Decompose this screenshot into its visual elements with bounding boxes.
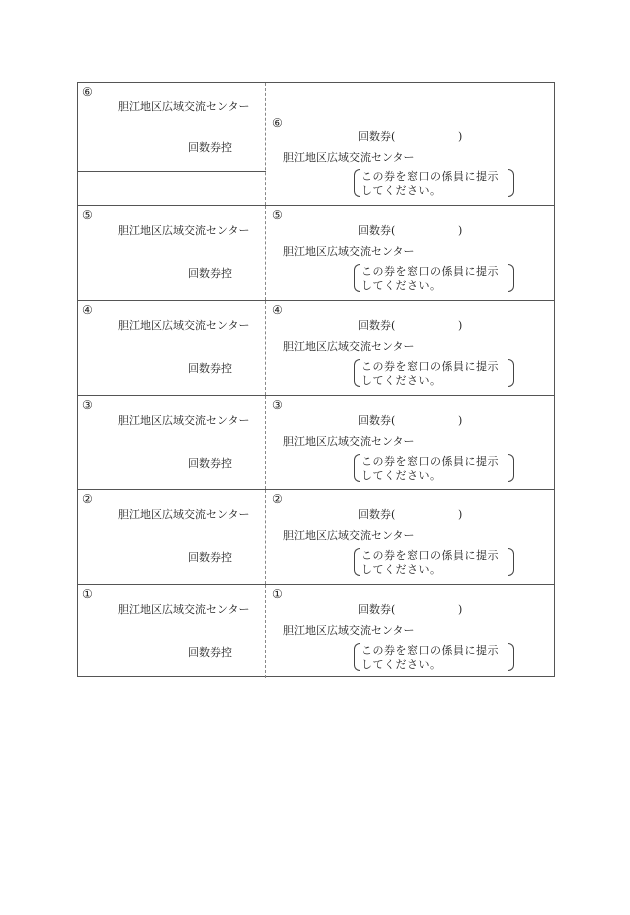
ticket-stub bbox=[78, 83, 266, 205]
stub-number: ⑤ bbox=[82, 208, 93, 222]
ticket-paren-close: ) bbox=[458, 319, 463, 332]
ticket-row-1 bbox=[78, 585, 554, 678]
stub-number: ③ bbox=[82, 398, 93, 412]
ticket-label: 回数券( bbox=[358, 319, 396, 332]
ticket-facility: 胆江地区広域交流センター bbox=[283, 245, 415, 258]
ticket-sheet bbox=[77, 82, 555, 677]
stub-facility: 胆江地区広域交流センター bbox=[118, 319, 250, 332]
ticket-number: ③ bbox=[272, 398, 283, 412]
notice-line-2: してください。 bbox=[361, 563, 442, 576]
ticket-facility: 胆江地区広域交流センター bbox=[283, 435, 415, 448]
ticket-stub bbox=[78, 206, 266, 300]
stub-number: ⑥ bbox=[82, 85, 93, 99]
notice-line-2: してください。 bbox=[361, 658, 442, 671]
stub-label: 回数券控 bbox=[188, 362, 232, 375]
ticket-label: 回数券( bbox=[358, 224, 396, 237]
ticket-paren-close: ) bbox=[458, 603, 463, 616]
stub-facility: 胆江地区広域交流センター bbox=[118, 508, 250, 521]
stub-divider bbox=[78, 171, 266, 172]
stub-number: ④ bbox=[82, 303, 93, 317]
ticket-notice bbox=[354, 454, 514, 484]
ticket-number: ② bbox=[272, 492, 283, 506]
ticket-label: 回数券( bbox=[358, 508, 396, 521]
ticket-facility: 胆江地区広域交流センター bbox=[283, 529, 415, 542]
notice-line-2: してください。 bbox=[361, 469, 442, 482]
ticket-number: ⑥ bbox=[272, 116, 283, 130]
notice-line-1: この券を窓口の係員に提示 bbox=[361, 549, 499, 562]
ticket-label: 回数券( bbox=[358, 603, 396, 616]
stub-label: 回数券控 bbox=[188, 141, 232, 154]
ticket-row-6 bbox=[78, 83, 554, 206]
stub-number: ② bbox=[82, 492, 93, 506]
ticket-paren-close: ) bbox=[458, 414, 463, 427]
notice-line-1: この券を窓口の係員に提示 bbox=[361, 455, 499, 468]
notice-line-1: この券を窓口の係員に提示 bbox=[361, 170, 499, 183]
stub-facility: 胆江地区広域交流センター bbox=[118, 224, 250, 237]
notice-line-2: してください。 bbox=[361, 184, 442, 197]
ticket-number: ① bbox=[272, 587, 283, 601]
notice-line-1: この券を窓口の係員に提示 bbox=[361, 360, 499, 373]
ticket-stub bbox=[78, 585, 266, 678]
ticket-notice bbox=[354, 169, 514, 199]
ticket-notice bbox=[354, 264, 514, 294]
ticket-stub bbox=[78, 301, 266, 395]
stub-facility: 胆江地区広域交流センター bbox=[118, 100, 250, 113]
ticket-notice bbox=[354, 359, 514, 389]
ticket-notice bbox=[354, 643, 514, 673]
ticket-label: 回数券( bbox=[358, 130, 396, 143]
ticket-notice bbox=[354, 548, 514, 578]
ticket-row-2 bbox=[78, 490, 554, 585]
notice-line-1: この券を窓口の係員に提示 bbox=[361, 265, 499, 278]
notice-line-1: この券を窓口の係員に提示 bbox=[361, 644, 499, 657]
stub-label: 回数券控 bbox=[188, 267, 232, 280]
ticket-stub bbox=[78, 396, 266, 489]
ticket-row-4 bbox=[78, 301, 554, 396]
ticket-facility: 胆江地区広域交流センター bbox=[283, 340, 415, 353]
ticket-facility: 胆江地区広域交流センター bbox=[283, 624, 415, 637]
ticket-paren-close: ) bbox=[458, 130, 463, 143]
ticket-row-5 bbox=[78, 206, 554, 301]
ticket-number: ④ bbox=[272, 303, 283, 317]
stub-facility: 胆江地区広域交流センター bbox=[118, 603, 250, 616]
ticket-paren-close: ) bbox=[458, 224, 463, 237]
ticket-paren-close: ) bbox=[458, 508, 463, 521]
ticket-facility: 胆江地区広域交流センター bbox=[283, 151, 415, 164]
notice-line-2: してください。 bbox=[361, 374, 442, 387]
stub-number: ① bbox=[82, 587, 93, 601]
notice-line-2: してください。 bbox=[361, 279, 442, 292]
stub-label: 回数券控 bbox=[188, 646, 232, 659]
stub-facility: 胆江地区広域交流センター bbox=[118, 414, 250, 427]
ticket-row-3 bbox=[78, 396, 554, 490]
stub-label: 回数券控 bbox=[188, 551, 232, 564]
stub-label: 回数券控 bbox=[188, 457, 232, 470]
ticket-label: 回数券( bbox=[358, 414, 396, 427]
ticket-stub bbox=[78, 490, 266, 584]
ticket-number: ⑤ bbox=[272, 208, 283, 222]
